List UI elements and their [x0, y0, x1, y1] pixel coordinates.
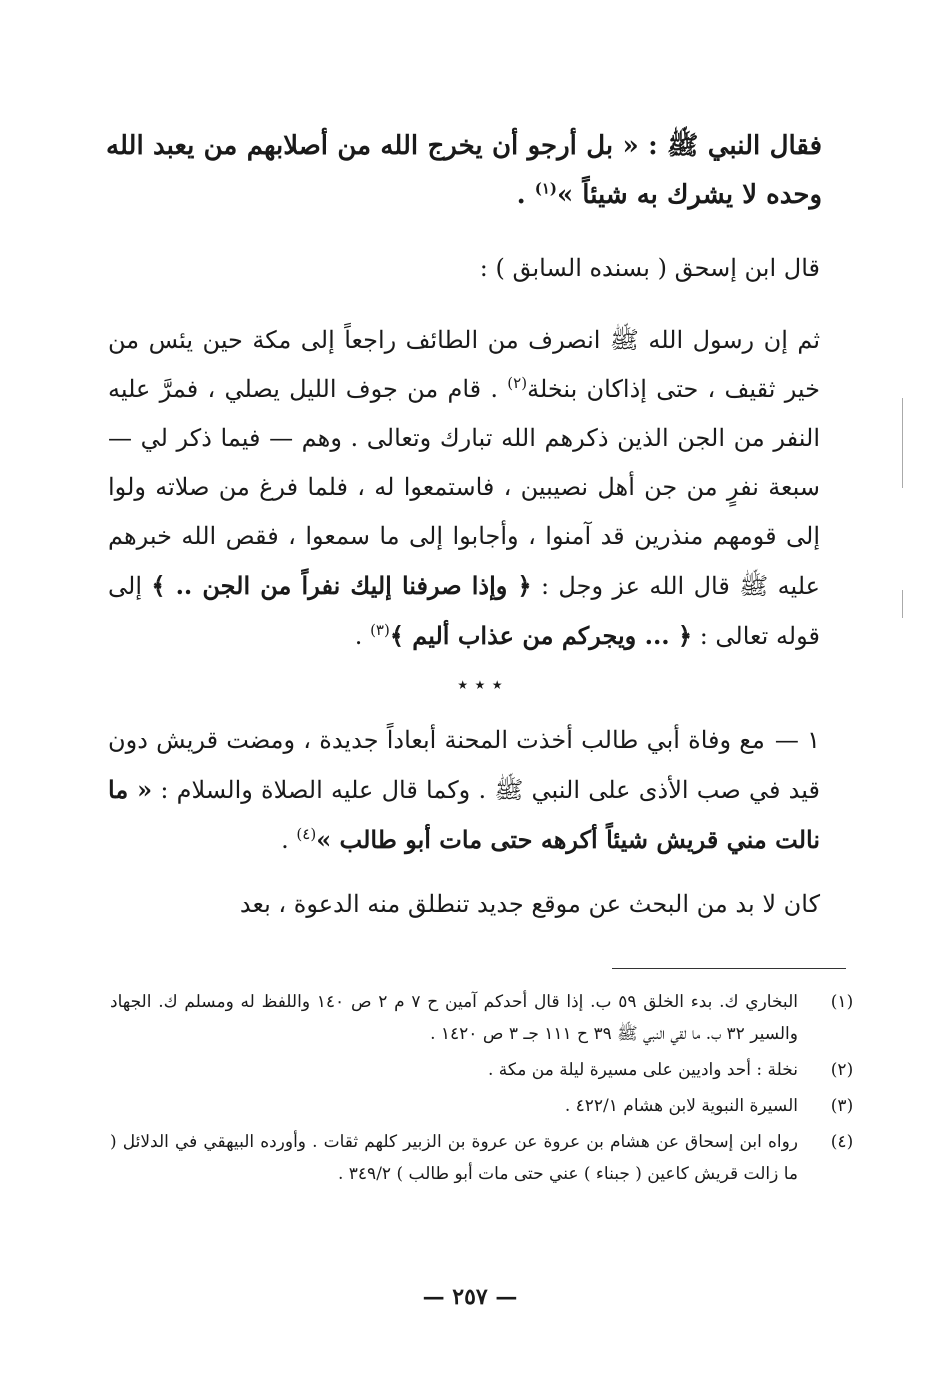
footnote-number: (٣)	[830, 1096, 854, 1116]
footnote-1	[110, 986, 860, 1050]
footnote-text: السيرة النبوية لابن هشام ٤٢٢/١ .	[564, 1096, 798, 1116]
paragraph-1-text: فقال النبي ﷺ : « بل أرجو أن يخرج الله من أصلابهم من يعبد الله وحده لا يشرك به شيئاً »	[106, 131, 822, 210]
hadith-quote: « ما نالت مني قريش شيئاً أكرهه حتى مات أبو طالب »	[108, 775, 820, 854]
footnote-4	[110, 1126, 860, 1190]
footnote-text: البخاري ك. بدء الخلق ٥٩ ب. إذا قال أحدكم آمين ح ٧ م ٢ ص ١٤٠ واللفظ له ومسلم ك. الجهاد والسير ٣٢ ب. ما لقي النبي ﷺ ٣٩ ح ١١١ جـ ٣ ص ١٤٢٠ .	[110, 992, 798, 1044]
paragraph-3-part-b: . قام من جوف الليل يصلي ، فمرَّ عليه النفر من الجن الذين ذكرهم الله تبارك وتعالى . وهم — فيما ذكر لي — سبعة نفرٍ من جن أهل نصيبين ، فاستمعوا له ، فلما فرغ من صلاته ولوا إلى قومهم منذرين قد آمنوا ، وأجابوا إلى ما سمعوا ، فقص الله خبرهم عليه ﷺ قال الله عز وجل :	[108, 375, 820, 600]
paragraph-4	[108, 716, 820, 865]
footnote-text: نخلة : أحد واديين على مسيرة ليلة من مكة .	[487, 1060, 798, 1080]
paragraph-2: قال ابن إسحق ( بسنده السابق ) :	[479, 254, 820, 282]
margin-mark	[902, 398, 903, 488]
paragraph-4-text: مع وفاة أبي طالب أخذت المحنة أبعاداً جديدة ، ومضت قريش دون قيد في صب الأذى على النبي ﷺ . وكما قال عليه الصلاة والسلام :	[108, 726, 820, 804]
footnote-ref-2: (٢)	[507, 374, 528, 392]
paragraph-4-number: ١ —	[774, 726, 820, 754]
margin-mark	[902, 590, 903, 618]
page-number: — ٢٥٧ —	[422, 1284, 518, 1310]
paragraph-4-end: .	[281, 826, 297, 854]
footnote-ref-4: (٤)	[296, 825, 317, 843]
paragraph-3-part-c: إلى قوله تعالى :	[108, 572, 820, 650]
paragraph-1-end: .	[516, 180, 535, 210]
footnote-separator	[612, 968, 846, 969]
footnote-text: رواه ابن إسحاق عن هشام بن عروة عن عروة بن الزبير كلهم ثقات . وأورده البيهقي في الدلائل ( ما زالت قريش كاعين ( جبناء ) عني حتى مات أبو طالب ) ٣٤٩/٢ .	[110, 1132, 798, 1184]
paragraph-1	[106, 122, 822, 220]
quran-quote-2: ﴿ ... ويجركم من عذاب أليم ﴾	[389, 621, 693, 650]
footnote-number: (٤)	[830, 1132, 854, 1152]
footnote-ref-3: (٣)	[370, 621, 390, 639]
footnote-2	[110, 1054, 860, 1086]
footnote-number: (٢)	[830, 1060, 854, 1080]
footnote-number: (١)	[830, 992, 854, 1012]
section-divider-stars: ٭ ٭ ٭	[457, 672, 503, 696]
paragraph-3	[108, 316, 820, 661]
quran-quote-1: ﴿ وإذا صرفنا إليك نفراً من الجن .. ﴾	[151, 571, 532, 600]
footnote-ref-1: (١)	[534, 179, 557, 198]
paragraph-3-part-a: ثم إن رسول الله ﷺ انصرف من الطائف راجعاً إلى مكة حين يئس من خير ثقيف ، حتى إذاكان بنخلة	[108, 326, 821, 403]
paragraph-3-end: .	[354, 622, 371, 650]
paragraph-5: كان لا بد من البحث عن موقع جديد تنطلق منه الدعوة ، بعد	[239, 890, 820, 918]
footnote-3	[110, 1090, 860, 1122]
